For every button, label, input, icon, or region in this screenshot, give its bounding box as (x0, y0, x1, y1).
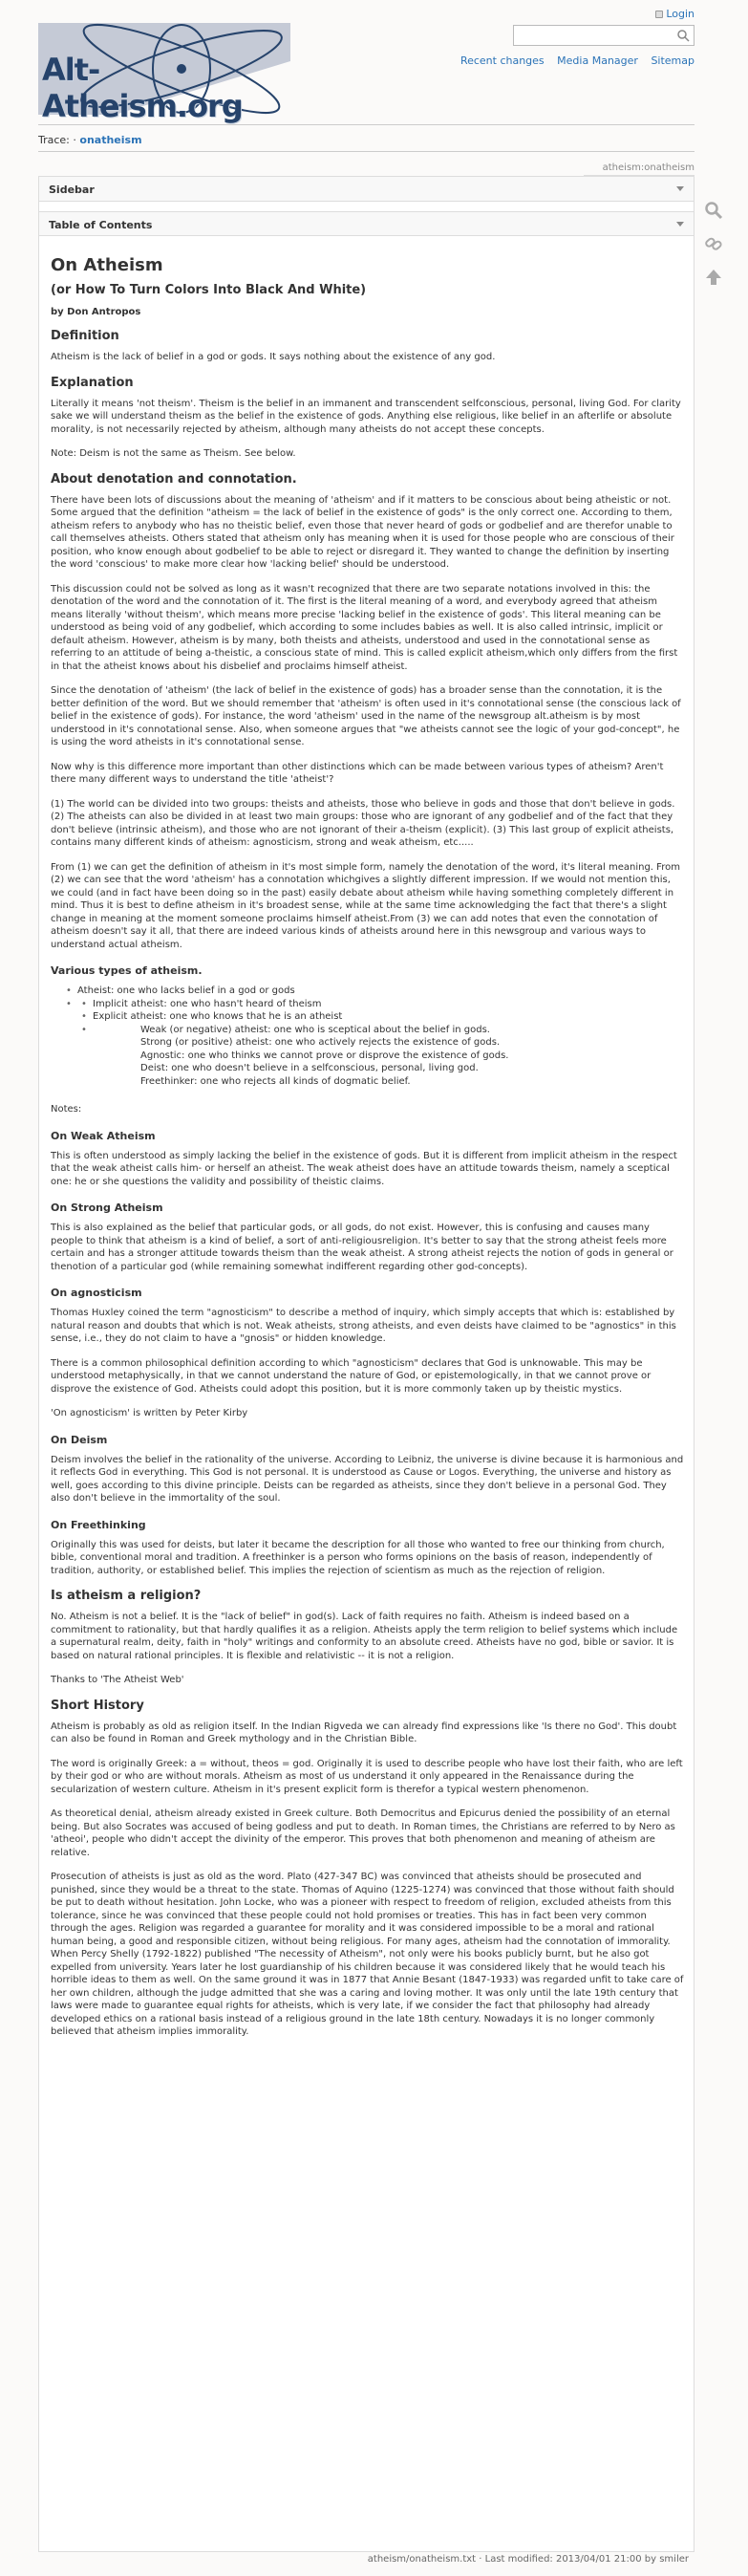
top-links (451, 54, 695, 67)
list-item (93, 1024, 684, 1089)
paragraph: Deism involves the belief in the rationality of the universe. According to Leibniz, the universe is divine because it is harmonious and it reflects God in everything. This God is not personal. It is understood as Cause or Logos. Everything, the universe and history as well, goes according to this divine principle. Deists can be regarded as atheists, since they don't believe in a personal God. They also don't believe in the immortality of the soul. (51, 1454, 684, 1504)
lock-icon (655, 11, 663, 18)
search-icon[interactable] (704, 201, 723, 220)
footer-info: atheism/onatheism.txt · Last modified: 2013/04/01 21:00 by smiler (367, 2554, 689, 2565)
sidebar-toggle[interactable] (39, 177, 694, 202)
page-subtitle: (or How To Turn Colors Into Black And White) (51, 283, 367, 297)
page-title: On Atheism (51, 255, 163, 275)
paragraph: From (1) we can get the definition of atheism in it's most simple form, namely the denotation of the word, it's literal meaning. From (2) we can see that the word 'atheism' has a connotation whichgives a slightly different impression. If we would not mention this, we could (and in fact have been doing so in the past) easily debate about atheism while having something completely different in mind. Thus it is best to define atheism in it's broadest sense, while at the same time acknowledging the fact that there's a slight change in meaning at the moment someone proclaims himself atheist.From (3) we can add notes that even the connotation of atheism doesn't say it all, that there are indeed various kinds of atheists around here in this newsgroup and various ways to understand actual atheism. (51, 861, 680, 950)
heading-agnosticism: On agnosticism (51, 1287, 142, 1299)
types-list (51, 985, 684, 1088)
page-tools (704, 201, 723, 301)
heading-types: Various types of atheism. (51, 964, 203, 977)
page-id: atheism:onatheism (584, 162, 695, 176)
paragraph: Atheism is the lack of belief in a god or gods. It says nothing about the existence of any god. (51, 352, 496, 362)
paragraph: Prosecution of atheists is just as old as the word. Plato (427-347 BC) was convinced that atheists should be prosecuted and punished, since they would be a threat to the state. Thomas of Aquino (1225-1274) was convinced that those without faith should be put to death without hesitation. John Locke, who was a pioneer with respect to freedom of religion, excluded atheists from this tolerance, since he was convinced that these people could not hold promises or treaties. This has in fact been very common through the ages. Religion was regarded a guarantee for morality and it was considered impossible to be a moral and rational human being, a good and responsible citizen, without being religious. For many ages, atheism had the connotation of immorality. When Percy Shelly (1792-1822) published "The necessity of Atheism", not only were his books publicly burnt, but he also got expelled from university. Years later he lost guardianship of his children because it was considered likely that he would teach his horrible ideas to them as well. On the same ground it was in 1877 that Annie Besant (1847-1933) was regarded unfit to take care of her own children, although the judge admitted that she was a caring and loving mother. It was only until the late 19th century that laws were made to guarantee equal rights for atheists, which is very late, if we consider the fact that philosophy had already developed ethics on a rational basis instead of a religious ground in the late 18th century. Nowadays it is no longer commonly believed that atheism implies immorality. (51, 1872, 684, 2037)
list-item: • Weak (or negative) atheist: one who is sceptical about the belief in gods. (140, 1024, 490, 1035)
paragraph: Since the denotation of 'atheism' (the lack of belief in the existence of gods) has a broader sense than the connotation, it is the better definition of the word. But we should remember that 'atheism' is often used in it's connotational sense (the conscious lack of belief in the existence of gods). For instance, the word 'atheism' used in the name of the newsgroup alt.atheism is by most understood in it's connotational sense. Also, when someone argues that "we atheists cannot see the logic of your god-concept", he is using the word atheists in it's connotational sense. (51, 685, 681, 747)
chevron-down-icon (676, 186, 684, 191)
paragraph: This is also explained as the belief that particular gods, or all gods, do not exist. However, this is confusing and causes many people to think that atheism is a kind of belief, a sort of anti-religiousreligion. It's better to say that the strong atheist feels more certain and has a stronger attitude towards theism than the weak atheist. A strong atheist rejects the notion of gods in general or thenotion of a particular god (while remaining somewhat indifferent regarding other god-concepts). (51, 1223, 673, 1272)
heading-history: Short History (51, 1698, 144, 1713)
heading-deism: On Deism (51, 1433, 108, 1446)
logo-text: Alt-Atheism.org (42, 52, 243, 124)
paragraph: Note: Deism is not the same as Theism. See below. (51, 448, 296, 459)
list-item (77, 998, 684, 1089)
paragraph: 'On agnosticism' is written by Peter Kirby (51, 1408, 248, 1418)
heading-freethinking: On Freethinking (51, 1518, 146, 1531)
paragraph: This discussion could not be solved as long as it wasn't recognized that there are two separate notations involved in this: the denotation of the word and the connotation of it. The first is the literal meaning of a word, and everybody agreed that atheism means literally 'without theism', which means more precise 'lacking belief in the existence of gods'. This literal meaning can be understood as being void of any godbelief, which according to some includes babies as well. It is also called intrinsic, implicit or default atheism. However, atheism is by many, both theists and atheists, understood and used in the connotational sense as referring to an attitude of being a-theistic, a conscious state of mind. This is called explicit atheism,which only differs from the first in that the atheist knows about his disbelief and proclaims himself atheist. (51, 583, 678, 672)
breadcrumb: Trace: · onatheism (38, 134, 142, 146)
list-item: • • Implicit atheist: one who hasn't heard of theism (93, 998, 684, 1011)
paragraph: (1) The world can be divided into two groups: theists and atheists, those who believe in gods and those that don't believe in gods. (2) The atheists can also be divided in at least two main groups: those who are ignorant of any godbelief and of the fact that they don't believe (intrinsic atheism), and those who are not ignorant of their a-theism (explicit). (3) This last group of explicit atheists, contains many different kinds of atheism: agnosticism, strong and weak atheism, etc..... (51, 798, 675, 848)
login-label[interactable]: Login (666, 8, 695, 20)
byline: by Don Antropos (51, 307, 141, 317)
backlinks-chain-icon[interactable] (704, 234, 723, 253)
paragraph: Thanks to 'The Atheist Web' (51, 1675, 184, 1685)
paragraph: Now why is this difference more important than other distinctions which can be made between various types of atheism? Aren't there many different ways to understand the title 'atheist'? (51, 761, 664, 785)
list-item: Agnostic: one who thinks we cannot prove or disprove the existence of gods. (140, 1050, 509, 1061)
media-manager-link[interactable]: Media Manager (557, 54, 638, 67)
recent-changes-link[interactable]: Recent changes (459, 54, 545, 67)
paragraph: Notes: (51, 1104, 82, 1115)
header-divider (38, 124, 695, 125)
paragraph: Originally this was used for deists, but later it became the description for all those who wanted to free our thinking from church, bible, conventional moral and tradition. A freethinker is a person who forms opinions on the basis of reason, independently of tradition, authority, or established belief. This implies the rejection of scientism as much as the rejection of religion. (51, 1539, 665, 1576)
toc-label: Table of Contents (49, 219, 153, 231)
trace-link[interactable]: onatheism (79, 134, 142, 146)
paragraph: The word is originally Greek: a = without, theos = god. Originally it is used to describe people who have lost their faith, who are left by their god or who are without morals. Atheism as most of us understand it only appeared in the Renaissance during the secularization of western culture. Atheism in it's present explicit form is therefor a typical western phenomenon. (51, 1758, 683, 1795)
heading-explanation: Explanation (51, 375, 134, 390)
chevron-down-icon (676, 222, 684, 227)
login-link[interactable] (655, 8, 695, 20)
list-item: Freethinker: one who rejects all kinds of dogmatic belief. (140, 1075, 411, 1087)
breadcrumb-divider (38, 151, 695, 152)
list-item: • Explicit atheist: one who knows that he is an atheist (93, 1010, 684, 1024)
sidebar-label: Sidebar (49, 184, 95, 196)
article (39, 236, 694, 2060)
list-item: • Atheist: one who lacks belief in a god or gods (77, 985, 684, 998)
main-content (38, 176, 695, 2552)
paragraph: This is often understood as simply lacking the belief in the existence of gods. But it is different from implicit atheism in the respect that the weak atheist calls him- or herself an atheist. The weak atheist does have an attitude towards theism, namely a sceptical one: he or she questions the validity and possibility of theistic claims. (51, 1150, 677, 1187)
heading-strong: On Strong Atheism (51, 1201, 163, 1214)
toc-toggle[interactable] (39, 211, 694, 236)
heading-denotation: About denotation and connotation. (51, 471, 297, 487)
trace-label: Trace: (38, 134, 70, 146)
heading-religion: Is atheism a religion? (51, 1589, 202, 1603)
paragraph: No. Atheism is not a belief. It is the "lack of belief" in god(s). Lack of faith requires no faith. Atheism is indeed based on a commitment to rationality, but that hardly qualifies it as a religion. Atheists apply the term religion to belief systems which include a supernatural realm, deity, faith in "holy" writings and conformity to an absolute creed. Atheists have no god, bible or savior. It is based on natural rational principles. It is flexible and relativistic -- it is not a religion. (51, 1612, 678, 1661)
paragraph: There is a common philosophical definition according to which "agnosticism" declares that God is unknowable. This may be understood metaphysically, in that we cannot understand the nature of God, or epistemologically, in that we cannot prove or disprove the existence of God. Atheists could adopt this position, but it is more commonly taken up by theistic mystics. (51, 1357, 652, 1395)
paragraph: Literally it means 'not theism'. Theism is the belief in an immanent and transcendent selfconscious, personal, living God. For clarity sake we will understand theism as the belief in the existence of gods. Anything else religious, like belief in an afterlife or absolute morality, is not necessarily rejected by atheism, although many atheists do not accept these concepts. (51, 398, 681, 435)
list-item: Deist: one who doesn't believe in a selfconscious, personal, living god. (140, 1063, 479, 1073)
site-logo[interactable] (38, 23, 290, 124)
back-to-top-arrow-icon[interactable] (704, 268, 723, 287)
paragraph: As theoretical denial, atheism already existed in Greek culture. Both Democritus and Epicurus denied the possibility of an eternal being. But also Socrates was accused of being godless and put to death. In Roman times, the Christians are referred to by Nero as 'atheoi', people who didn't accept the divinity of the emperor. This proves that both phenomenon and meaning of atheism are relative. (51, 1808, 675, 1858)
paragraph: Atheism is probably as old as religion itself. In the Indian Rigveda we can already find expressions like 'Is there no God'. This doubt can also be found in Roman and Greek mythology and in the Christian Bible. (51, 1721, 677, 1744)
heading-weak: On Weak Atheism (51, 1129, 156, 1142)
search-icon[interactable] (676, 29, 690, 42)
paragraph: There have been lots of discussions about the meaning of 'atheism' and if it matters to be conscious about being atheistic or not. Some argued that the definition "atheism = the lack of belief in the existence of gods" is the only correct one. According to them, atheism refers to anybody who has no theistic belief, even those that never heard of gods or godbelief and are therefor unable to call themselves atheists. Others stated that atheism only has meaning when it is used for those people who are conscious of their position, who know enough about godbelief to be able to reject or disregard it. They wanted to change the definition by inserting the word 'conscious' to make more clear how 'lacking belief' should be understood. (51, 494, 674, 570)
list-item: Strong (or positive) atheist: one who actively rejects the existence of gods. (140, 1037, 501, 1048)
sitemap-link[interactable]: Sitemap (651, 54, 695, 67)
search-input[interactable] (513, 25, 695, 46)
paragraph: Thomas Huxley coined the term "agnosticism" to describe a method of inquiry, which simply accepts that which is: established by natural reason and doubts that which is not. Weak atheists, strong atheists, and even deists have claimed to be "agnostics" in this sense, i.e., they do not claim to have a "gnosis" or hidden knowledge. (51, 1308, 676, 1344)
heading-definition: Definition (51, 329, 119, 343)
